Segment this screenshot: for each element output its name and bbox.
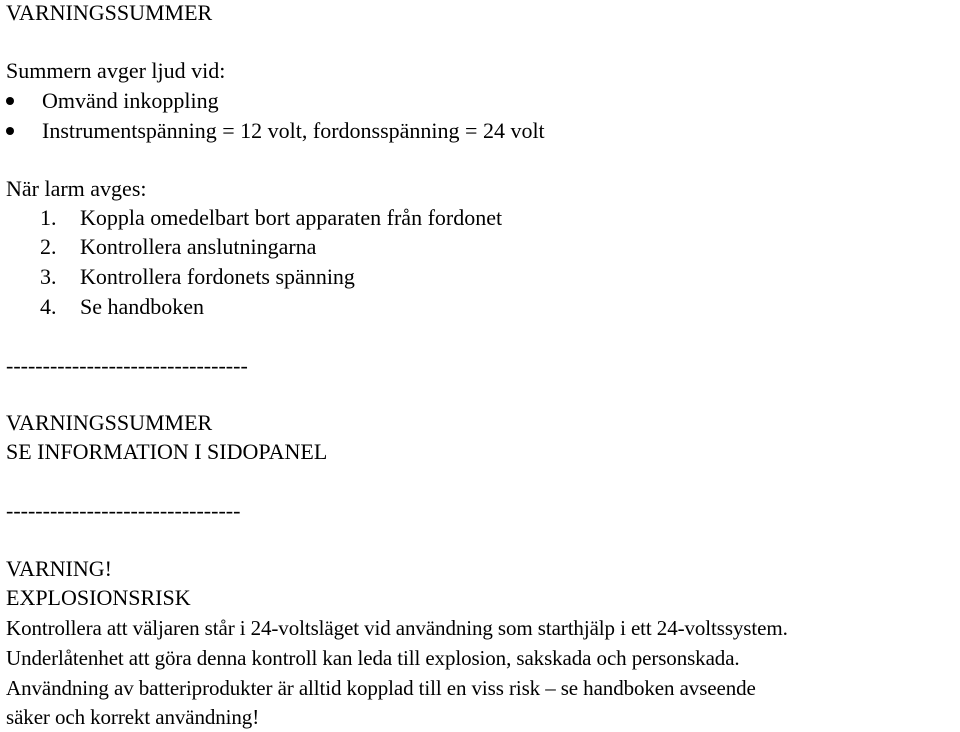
section2-subtitle: SE INFORMATION I SIDOPANEL [6,439,328,464]
warning-body-line: Underlåtenhet att göra denna kontroll kan leda till explosion, sakskada och personskada. [6,646,740,670]
step-text: Se handboken [80,294,205,319]
step-number: 4. [40,294,57,319]
buzzer-intro: Summern avger ljud vid: [6,58,226,83]
bullet-text: Omvänd inkoppling [42,88,219,113]
divider: -------------------------------- [6,498,241,523]
divider: --------------------------------- [6,353,248,378]
step-number: 3. [40,264,57,289]
alarm-heading: När larm avges: [6,176,147,201]
step-number: 1. [40,205,57,230]
warning-body-line: Användning av batteriprodukter är alltid kopplad till en viss risk – se handboken avseende [6,676,756,700]
warning-body-line: säker och korrekt användning! [6,705,260,729]
warning-subtitle: EXPLOSIONSRISK [6,585,191,610]
section2-title: VARNINGSSUMMER [6,410,213,435]
bullet-icon [6,127,14,135]
step-text: Kontrollera fordonets spänning [80,264,355,289]
warning-body-line: Kontrollera att väljaren står i 24-voltsläget vid användning som starthjälp i ett 24-voltssystem. [6,616,788,640]
bullet-text: Instrumentspänning = 12 volt, fordonsspänning = 24 volt [42,118,545,143]
step-text: Koppla omedelbart bort apparaten från fordonet [80,205,503,230]
warning-title: VARNING! [6,556,112,581]
step-text: Kontrollera anslutningarna [80,234,317,259]
step-number: 2. [40,234,57,259]
bullet-icon [6,97,14,105]
section1-title: VARNINGSSUMMER [6,0,213,25]
